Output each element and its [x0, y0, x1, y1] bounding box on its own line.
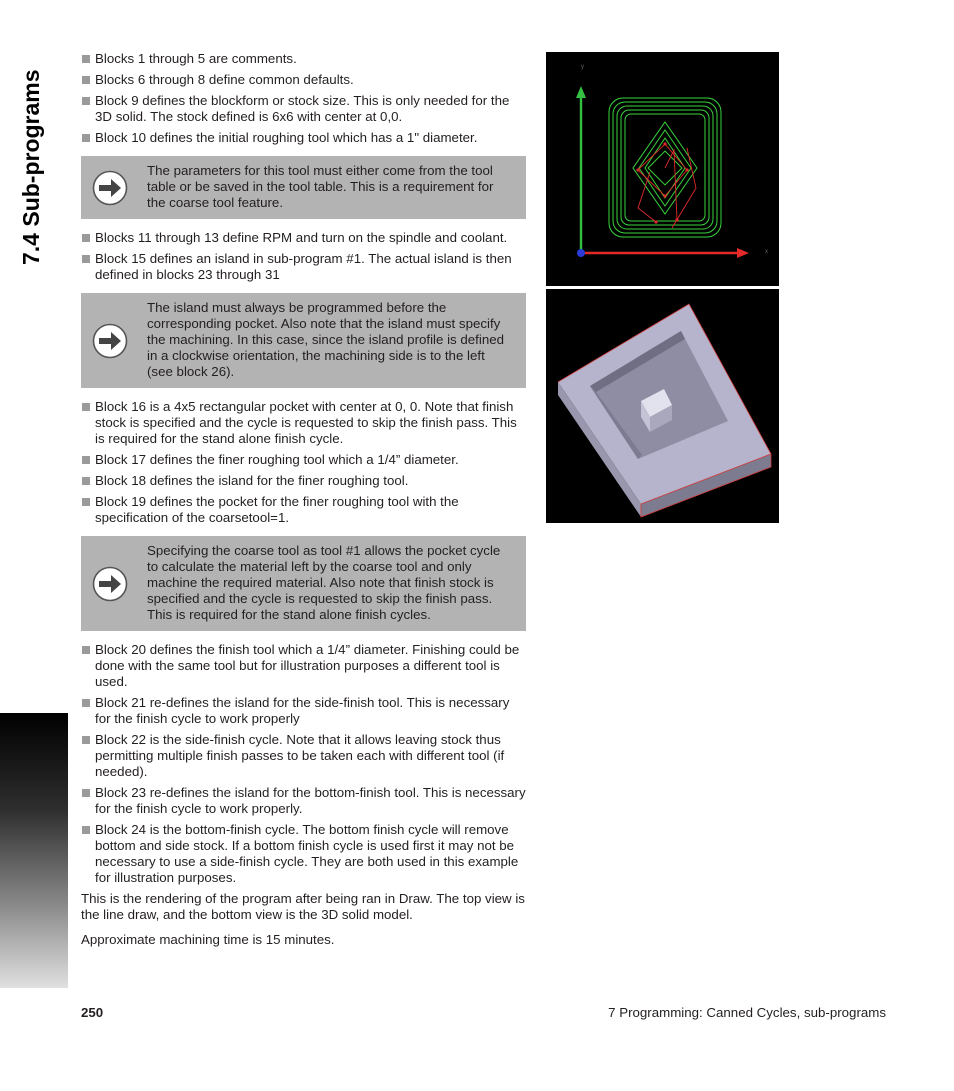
square-bullet-icon: [82, 699, 90, 707]
axis-x-label: x: [765, 249, 768, 255]
x-axis-arrowhead: [737, 248, 749, 258]
bullet-list-d: [81, 642, 526, 886]
note-box-island: [81, 293, 526, 388]
square-bullet-icon: [82, 97, 90, 105]
square-bullet-icon: [82, 789, 90, 797]
list-item: Block 21 re-defines the island for the side-finish tool. This is necessary for the finish cycle to work properly: [81, 695, 526, 727]
list-item: Block 9 defines the blockform or stock size. This is only needed for the 3D solid. The stock defined is 6x6 with center at 0,0.: [81, 93, 526, 125]
solid-model-drawing: [546, 289, 779, 523]
list-item: Block 19 defines the pocket for the finer roughing tool with the specification of the coarsetool=1.: [81, 494, 526, 526]
toolpath-drawing: [546, 52, 779, 286]
list-item: Block 17 defines the finer roughing tool which a 1/4” diameter.: [81, 452, 526, 468]
note-text: The island must always be programmed before the corresponding pocket. Also note that the island must specify the machining. In this case, since the island profile is defined in a clockwise orientation, the machining side is to the left (see block 26).: [147, 300, 505, 379]
list-item: Block 24 is the bottom-finish cycle. The bottom finish cycle will remove bottom and side stock. If a bottom finish cycle is used first it may not be necessary to use a side-finish cycle. They are both used in this example for illustration purposes.: [81, 822, 526, 886]
arrow-right-icon: [92, 566, 128, 602]
list-item: Block 22 is the side-finish cycle. Note that it allows leaving stock thus permitting multiple finish passes to be taken each with different tool (if needed).: [81, 732, 526, 780]
list-item: Block 15 defines an island in sub-program #1. The actual island is then defined in blocks 23 through 31: [81, 251, 526, 283]
square-bullet-icon: [82, 55, 90, 63]
list-item: Block 23 re-defines the island for the bottom-finish tool. This is necessary for the finish cycle to work properly.: [81, 785, 526, 817]
page-number: 250: [81, 1005, 104, 1020]
square-bullet-icon: [82, 646, 90, 654]
list-item: Blocks 6 through 8 define common defaults.: [81, 72, 526, 88]
square-bullet-icon: [82, 477, 90, 485]
toolpath-line-draw: [546, 52, 779, 286]
list-item: Block 18 defines the island for the finer roughing tool.: [81, 473, 526, 489]
paragraph-machining-time: Approximate machining time is 15 minutes.: [81, 932, 335, 947]
note-box-tool-table: [81, 156, 526, 219]
list-item: Block 20 defines the finish tool which a 1/4” diameter. Finishing could be done with the same tool but for illustration purposes a different tool is used.: [81, 642, 526, 690]
solid-model-3d: [546, 289, 779, 523]
axis-y-label: y: [581, 64, 584, 70]
origin-marker: [577, 249, 585, 257]
y-axis-arrowhead: [576, 86, 586, 98]
square-bullet-icon: [82, 826, 90, 834]
bullet-list-c: [81, 399, 526, 526]
chapter-sidebar-gradient: [0, 713, 68, 988]
bullet-list-a: [81, 51, 526, 146]
arrow-right-icon: [92, 323, 128, 359]
square-bullet-icon: [82, 403, 90, 411]
section-tab-title: 7.4 Sub-programs: [18, 69, 44, 265]
note-text: The parameters for this tool must either come from the tool table or be saved in the tool table. This is a requirement for the coarse tool feature.: [147, 163, 494, 210]
square-bullet-icon: [82, 255, 90, 263]
list-item: Blocks 11 through 13 define RPM and turn on the spindle and coolant.: [81, 230, 526, 246]
square-bullet-icon: [82, 234, 90, 242]
main-text-column: [81, 51, 526, 957]
note-text: Specifying the coarse tool as tool #1 allows the pocket cycle to calculate the material left by the coarse tool and only machine the required material. Also note that finish stock is specified and the cycle is requested to skip the finish pass. This is required for the stand alone finish cycles.: [147, 543, 501, 622]
paragraph-rendering: This is the rendering of the program after being ran in Draw. The top view is the line draw, and the bottom view is the 3D solid model.: [81, 891, 525, 922]
list-item: Block 10 defines the initial roughing tool which has a 1" diameter.: [81, 130, 526, 146]
square-bullet-icon: [82, 736, 90, 744]
bullet-list-b: [81, 230, 526, 283]
square-bullet-icon: [82, 134, 90, 142]
arrow-right-icon: [92, 170, 128, 206]
list-item: Block 16 is a 4x5 rectangular pocket with center at 0, 0. Note that finish stock is specified and the cycle is requested to skip the finish pass. This is required for the stand alone finish cycle.: [81, 399, 526, 447]
square-bullet-icon: [82, 76, 90, 84]
note-box-coarse-tool: [81, 536, 526, 631]
list-item: Blocks 1 through 5 are comments.: [81, 51, 526, 67]
square-bullet-icon: [82, 498, 90, 506]
footer-chapter-title: 7 Programming: Canned Cycles, sub-programs: [608, 1005, 886, 1020]
square-bullet-icon: [82, 456, 90, 464]
